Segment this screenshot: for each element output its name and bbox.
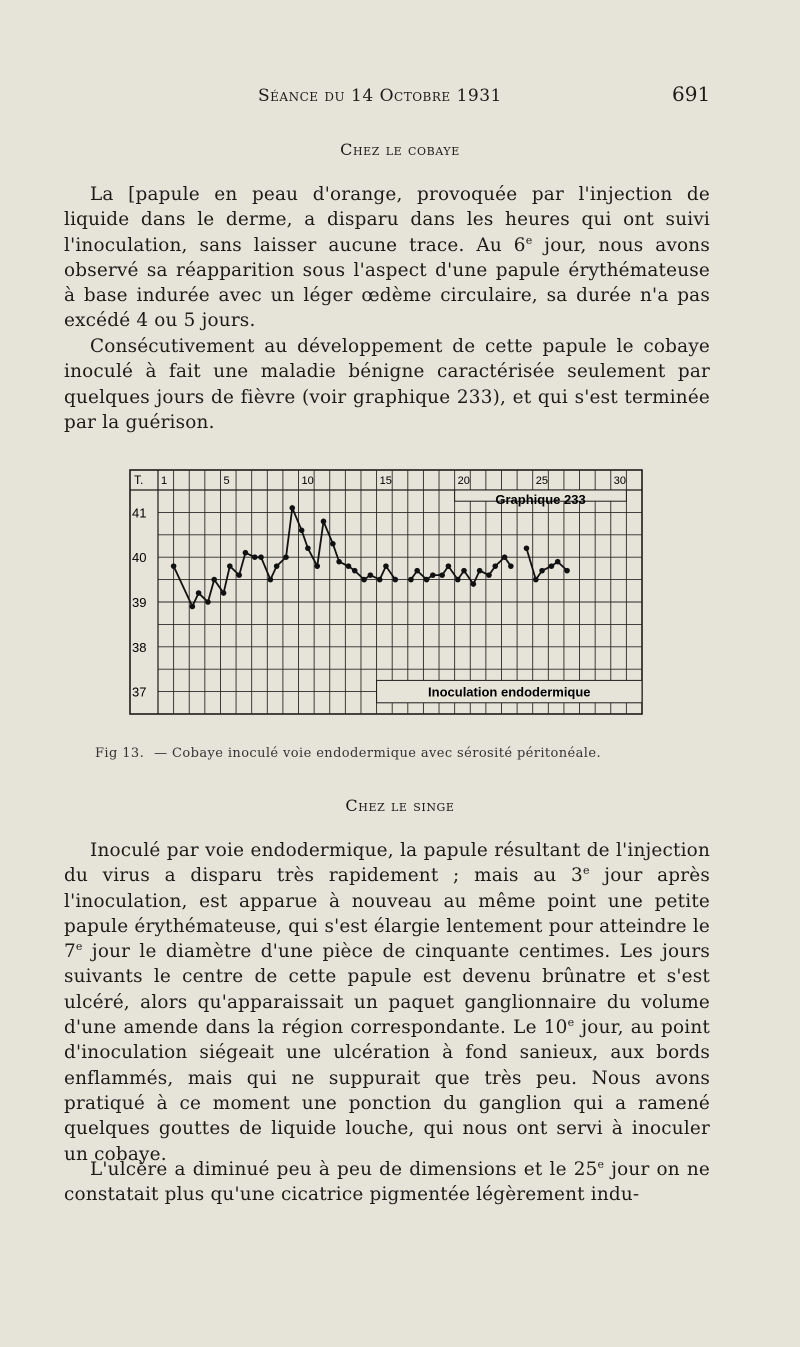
paragraph-3-text-c: jour le diamètre d'une pièce de cinquante centimes. Les jours suivants le centre de cette papule est devenu brûnatre et s'est ulcéré, alors qu'apparaissait un paquet ganglionnaire du volume d'une amende dans la région correspondante. Le 10 (64, 941, 710, 1039)
paragraph-3-text-d: jour, au point d'inoculation siégeait une ulcération à fond sanieux, aux bords enflammés, mais qui ne suppurait que très peu. Nous avons pratiqué à ce moment une ponction du ganglion qui a ramené quelques gouttes de liquide louche, qui nous ont servi à inoculer un cobaye. (64, 1017, 711, 1165)
chart-title: Graphique 233 (495, 492, 586, 507)
temperature-point (555, 559, 561, 565)
figure-caption-label: Fig 13. (95, 746, 145, 761)
temperature-point (221, 590, 227, 596)
superscript: e (582, 864, 590, 878)
figure-caption-text: — Cobaye inoculé voie endodermique avec sérosité péritonéale. (154, 746, 601, 761)
temperature-point (502, 554, 508, 560)
x-tick-label: 5 (223, 475, 230, 487)
temperature-point (321, 519, 327, 525)
temperature-point (377, 577, 383, 583)
temperature-point (330, 541, 336, 547)
paragraph-3 (64, 838, 710, 1167)
temperature-point (236, 572, 242, 578)
temperature-point (258, 554, 264, 560)
temperature-point (486, 572, 492, 578)
temperature-point (289, 505, 295, 511)
chart-annotation: Inoculation endodermique (428, 684, 591, 700)
paragraph-4 (64, 1157, 710, 1208)
temperature-point (471, 581, 477, 587)
paragraph-1-tail: jour, nous avons observé sa réapparition sous l'aspect d'une papule érythémateuse à base indurée avec un léger œdème circulaire, sa durée n'a pas excédé 4 ou 5 jours. (64, 234, 710, 332)
page-header (0, 82, 800, 112)
y-tick-label: 37 (132, 684, 147, 700)
paragraph-1 (64, 182, 710, 334)
temperature-point (305, 545, 311, 551)
superscript: e (75, 940, 83, 954)
figure-caption (95, 746, 715, 761)
temperature-point (243, 550, 249, 556)
temperature-point (564, 568, 570, 574)
section-title-cobaye: Chez le cobaye (340, 140, 460, 159)
temperature-point (190, 604, 196, 610)
temperature-point (455, 577, 461, 583)
paragraph-1-text: La [papule en peau d'orange, provoquée par l'injection de liquide dans le derme, a disparu dans les heures qui ont suivi l'inoculation, sans laisser aucune trace. Au 6 (64, 184, 710, 256)
temperature-point (283, 554, 289, 560)
temperature-chart-svg (128, 468, 644, 720)
temperature-point (211, 577, 217, 583)
temperature-point (508, 563, 514, 569)
temperature-point (383, 563, 389, 569)
y-tick-label: 41 (132, 505, 147, 521)
superscript: e (567, 1015, 575, 1029)
temperature-point (492, 563, 498, 569)
paragraph-3-text-b: jour après l'inoculation, est apparue à nouveau au même point une petite papule érythémateuse, qui s'est élargie lentement pour atteindre le 7 (64, 865, 710, 963)
temperature-point (368, 572, 374, 578)
paragraph-4-text-a: L'ulcère a diminué peu à peu de dimensions et le 25 (90, 1159, 598, 1180)
temperature-point (299, 528, 305, 534)
x-tick-label: 10 (301, 475, 314, 487)
temperature-point (196, 590, 202, 596)
temperature-point (539, 568, 545, 574)
superscript: e (597, 1157, 605, 1171)
temperature-point (424, 577, 430, 583)
paragraph-3-text-a: Inoculé par voie endodermique, la papule résultant de l'injection du virus a disparu très rapidement ; mais au 3 (64, 840, 710, 887)
temperature-point (549, 563, 555, 569)
y-tick-label: 40 (132, 550, 147, 566)
x-tick-label: 1 (161, 475, 168, 487)
temperature-chart (128, 468, 644, 720)
x-tick-label: 25 (535, 475, 548, 487)
temperature-point (252, 554, 258, 560)
paragraph-2: Consécutivement au développement de cette papule le cobaye inoculé à fait une maladie bénigne caractérisée seulement par quelques jours de fièvre (voir graphique 233), et qui s'est terminée par la guérison. (64, 336, 710, 433)
temperature-point (461, 568, 467, 574)
page-number: 691 (672, 82, 711, 106)
superscript: e (525, 233, 533, 247)
temperature-point (361, 577, 367, 583)
temperature-point (171, 563, 177, 569)
x-tick-label: 30 (613, 475, 627, 487)
temperature-point (352, 568, 358, 574)
temperature-point (346, 563, 352, 569)
temperature-point (446, 563, 452, 569)
temperature-point (336, 559, 342, 565)
temperature-point (477, 568, 483, 574)
temperature-point (393, 577, 399, 583)
temperature-point (274, 563, 280, 569)
section-title-singe: Chez le singe (345, 796, 455, 815)
temperature-point (430, 572, 436, 578)
temperature-point (524, 545, 530, 551)
running-head: Séance du 14 Octobre 1931 (258, 86, 502, 106)
temperature-point (414, 568, 420, 574)
y-axis-label: T. (134, 473, 144, 487)
temperature-point (439, 572, 445, 578)
x-tick-label: 20 (457, 475, 470, 487)
temperature-point (268, 577, 274, 583)
temperature-point (205, 599, 211, 605)
temperature-point (533, 577, 539, 583)
temperature-point (227, 563, 233, 569)
x-tick-label: 15 (379, 475, 392, 487)
y-tick-label: 38 (132, 639, 147, 655)
temperature-point (314, 563, 320, 569)
temperature-point (408, 577, 414, 583)
paragraph-4-text-b: jour on ne constatait plus qu'une cicatrice pigmentée légèrement indu- (64, 1159, 710, 1206)
y-tick-label: 39 (132, 595, 147, 610)
